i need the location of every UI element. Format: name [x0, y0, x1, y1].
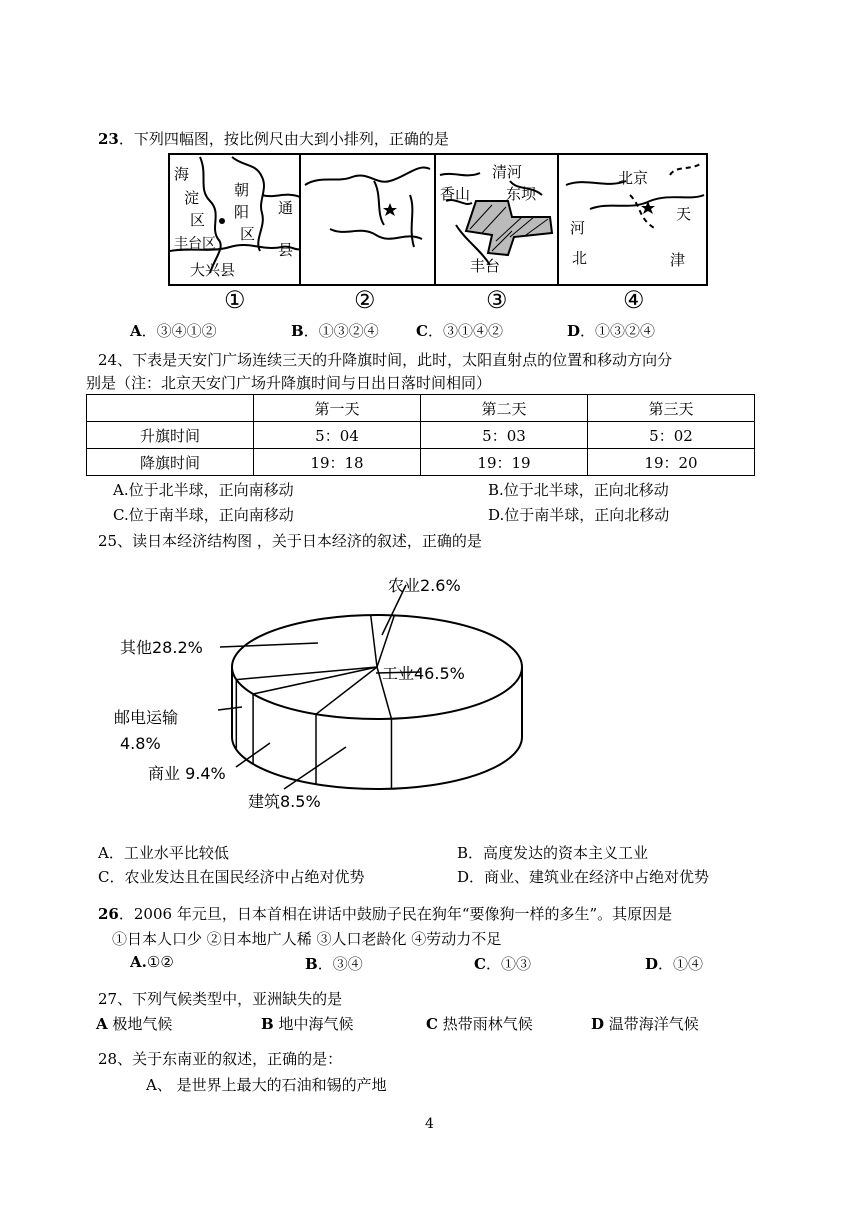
q26-line2: ①日本人口少 ②日本地广人稀 ③人口老龄化 ④劳动力不足: [112, 930, 502, 948]
pie-label-other: 其他28.2%: [120, 638, 203, 657]
q25-option-d: D．商业、建筑业在经济中占绝对优势: [457, 868, 710, 886]
pie-label-commerce: 商业 9.4%: [148, 764, 226, 783]
map2-number: ②: [354, 286, 376, 314]
q24-stem-line2: 别是（注：北京天安门广场升降旗时间与日出日落时间相同）: [86, 374, 492, 392]
map1-label-dian: 淀: [184, 189, 200, 207]
table-cell: 5：02: [588, 422, 755, 449]
map3-hatched-area: [466, 201, 552, 255]
table-cell: 升旗时间: [87, 422, 254, 449]
table-cell: 19：18: [254, 449, 421, 476]
map1-number: ①: [224, 286, 246, 314]
map4-label-jin: 津: [670, 251, 686, 269]
q23-option-b: B．①③②④: [291, 322, 379, 340]
q23-text: ．下列四幅图，按比例尺由大到小排列，正确的是: [118, 130, 449, 148]
q23-option-a: A．③④①②: [130, 322, 217, 340]
table-cell: 5：03: [421, 422, 588, 449]
map3-label-qinghe: 清河: [492, 163, 523, 181]
q25-stem: 25、读日本经济结构图 ，关于日本经济的叙述，正确的是: [98, 532, 482, 550]
pie-label-transport: 邮电运输: [114, 708, 179, 727]
pie-label-construction: 建筑8.5%: [248, 792, 321, 811]
pie-label-transport-pct: 4.8%: [120, 734, 161, 753]
q23-stem: [98, 128, 449, 149]
q27-option-a: A 极地气候: [96, 1015, 173, 1033]
map2-capital-star-icon: [383, 203, 397, 216]
q24-option-a: A.位于北半球，正向南移动: [113, 481, 294, 499]
map1-label-qu1: 区: [190, 211, 206, 229]
map4-label-beijing: 北京: [618, 169, 649, 187]
map4-number: ④: [623, 286, 645, 314]
table-header-cell: 第三天: [588, 395, 755, 422]
q24-option-b: B.位于北半球，正向北移动: [488, 481, 669, 499]
q23-number: 23: [98, 130, 119, 148]
q26-stem: [98, 903, 672, 924]
map1-label-fengtai: 丰台区: [174, 236, 216, 252]
table-header-cell: 第二天: [421, 395, 588, 422]
q23-map-strip: [168, 153, 708, 286]
table-header-cell: 第一天: [254, 395, 421, 422]
flag-time-table: [86, 394, 755, 476]
table-cell: 19：19: [421, 449, 588, 476]
q25-option-c: C．农业发达且在国民经济中占绝对优势: [98, 868, 365, 886]
q26-option-b: B．③④: [305, 955, 363, 973]
map1-label-daxing: 大兴县: [190, 261, 236, 279]
q28-stem: 28、关于东南亚的叙述，正确的是：: [98, 1050, 343, 1068]
page-number: 4: [425, 1116, 434, 1132]
table-cell: 19：20: [588, 449, 755, 476]
map4-label-bei: 北: [572, 249, 588, 267]
table-row: [87, 449, 755, 476]
q26-text: ．2006 年元旦，日本首相在讲话中鼓励子民在狗年“要像狗一样的多生”。其原因是: [118, 905, 673, 923]
pie-label-agriculture: 农业2.6%: [388, 576, 461, 595]
map1-capital-star-icon: [219, 218, 225, 224]
q27-option-d: D 温带海洋气候: [591, 1015, 699, 1033]
q26-option-a: A.①②: [130, 953, 174, 971]
map3-label-dongba: 东坝: [506, 185, 537, 203]
q25-option-b: B．高度发达的资本主义工业: [457, 844, 649, 862]
q28-option-a: A、 是世界上最大的石油和锡的产地: [146, 1076, 387, 1094]
map1-label-qu2: 区: [240, 225, 256, 243]
q24-option-c: C.位于南半球，正向南移动: [113, 506, 294, 524]
map1-label-yang: 阳: [234, 203, 250, 221]
table-header-row: [87, 395, 755, 422]
table-cell: 降旗时间: [87, 449, 254, 476]
q26-option-d: D．①④: [645, 955, 704, 973]
map2-outline: [305, 168, 430, 247]
q23-option-c: C．③①④②: [416, 322, 503, 340]
pie-label-industry: 工业46.5%: [382, 664, 465, 683]
q25-option-a: A．工业水平比较低: [98, 844, 229, 862]
map1-label-hai: 海: [174, 165, 190, 183]
q23-option-d: D．①③②④: [567, 322, 656, 340]
map3-label-fengtai: 丰台: [470, 257, 501, 275]
q27-option-b: B 地中海气候: [261, 1015, 354, 1033]
map4-label-tian: 天: [676, 205, 692, 223]
map1-label-chao: 朝: [234, 181, 250, 199]
map3-label-xiangshan: 香山: [440, 185, 471, 203]
q24-stem-line1: 24、下表是天安门广场连续三天的升降旗时间，此时，太阳直射点的位置和移动方向分: [98, 351, 673, 369]
q27-stem: 27、下列气候类型中，亚洲缺失的是: [98, 990, 343, 1008]
map3-number: ③: [486, 286, 508, 314]
q24-option-d: D.位于南半球，正向北移动: [488, 506, 670, 524]
japan-economy-pie-chart: [100, 567, 540, 817]
q26-option-c: C．①③: [474, 955, 531, 973]
map1-label-xian: 县: [278, 241, 294, 259]
q27-option-c: C 热带雨林气候: [426, 1015, 533, 1033]
table-row: [87, 422, 755, 449]
map1-label-tong: 通: [278, 199, 294, 217]
map4-label-he: 河: [570, 219, 586, 237]
table-header-cell: [87, 395, 254, 422]
q26-number: 26: [98, 905, 119, 923]
table-cell: 5：04: [254, 422, 421, 449]
